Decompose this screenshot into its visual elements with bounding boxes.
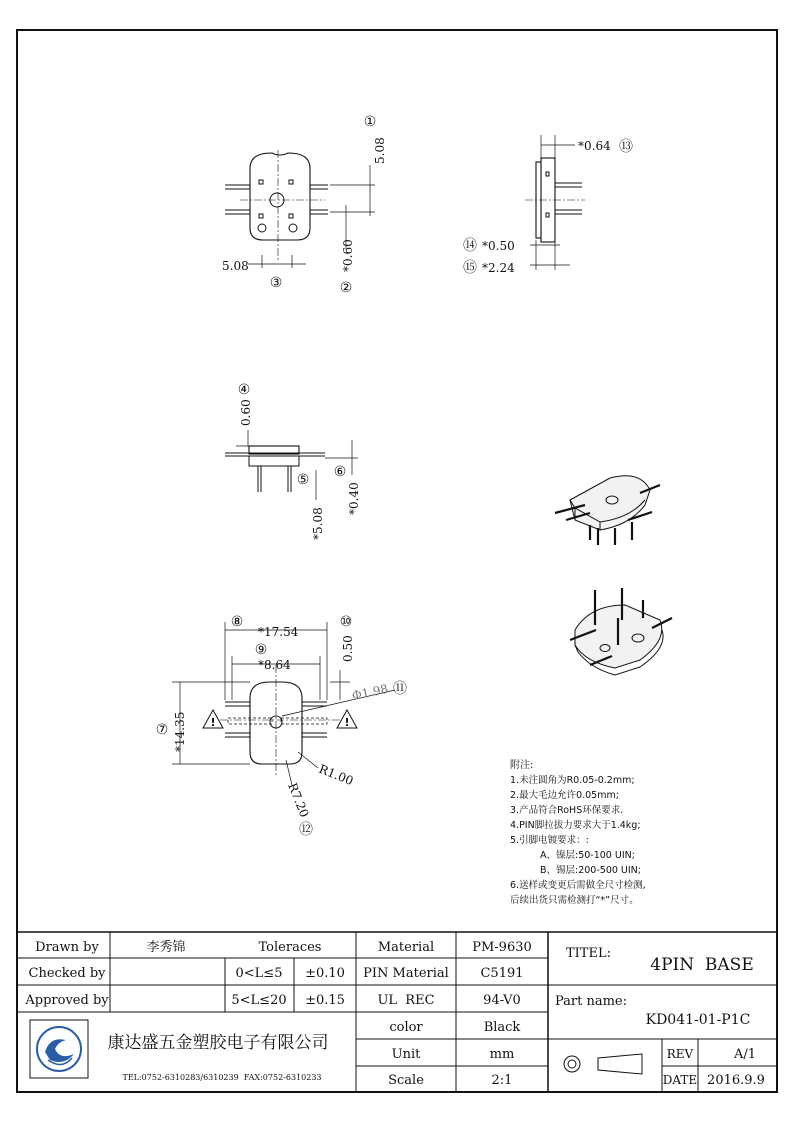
balloon-9: ⑨ bbox=[254, 642, 268, 658]
balloon-8: ⑧ bbox=[230, 614, 244, 630]
warning-icon-left-mark: ! bbox=[210, 716, 216, 729]
iso-view-bottom bbox=[570, 588, 672, 675]
balloon-5: ⑤ bbox=[296, 472, 310, 488]
notes-heading: 附注: bbox=[510, 760, 534, 771]
balloon-12: ⑫ bbox=[299, 822, 313, 838]
note-line: 1.未注圆角为R0.05-0.2mm; bbox=[510, 775, 635, 786]
pin-material-label: PIN Material bbox=[363, 966, 449, 981]
front-dim-pin-len: *5.08 bbox=[311, 507, 325, 540]
side-dim-pin-thick: *0.64 bbox=[578, 139, 611, 153]
scale-value: 2:1 bbox=[491, 1073, 513, 1088]
note-line: 5.引脚电镀要求：: bbox=[510, 835, 589, 846]
material-label: Material bbox=[377, 940, 435, 955]
tol-value-1: ±0.10 bbox=[305, 966, 345, 981]
side-dim-step: *0.50 bbox=[482, 239, 515, 253]
bottom-dim-r1: R1.00 bbox=[316, 761, 356, 789]
note-line: B、锡层:200-500 UIN; bbox=[540, 865, 641, 876]
front-dim-top: 0.60 bbox=[239, 399, 253, 426]
tolerances-label: Toleraces bbox=[258, 940, 322, 955]
drawn-by-label: Drawn by bbox=[35, 940, 99, 955]
date-label: DATE bbox=[662, 1073, 698, 1087]
bottom-dim-body: *8.64 bbox=[258, 658, 291, 672]
side-view bbox=[525, 135, 585, 270]
titel-label: TITEL: bbox=[566, 946, 611, 961]
material-value: PM-9630 bbox=[472, 940, 532, 955]
tol-range-1: 0<L≤5 bbox=[235, 966, 283, 981]
date-value: 2016.9.9 bbox=[707, 1073, 765, 1088]
rev-label: REV bbox=[666, 1047, 694, 1061]
bottom-dim-gap: 0.50 bbox=[341, 635, 355, 662]
titel-value: 4PIN BASE bbox=[650, 955, 754, 975]
top-dim-pin-width: *0.60 bbox=[341, 239, 355, 272]
balloon-11: ⑪ bbox=[393, 681, 407, 697]
top-dim-pitch-h: 5.08 bbox=[222, 259, 249, 273]
bottom-dim-hole: Φ1.98 bbox=[350, 681, 390, 703]
balloon-13: ⑬ bbox=[619, 139, 633, 155]
unit-value: mm bbox=[489, 1047, 515, 1062]
note-line: 2.最大毛边允许0.05mm; bbox=[510, 790, 619, 801]
part-name-label: Part name: bbox=[555, 994, 628, 1009]
approved-by-label: Approved by bbox=[25, 993, 109, 1008]
drawn-by-value: 李秀锦 bbox=[146, 940, 186, 955]
balloon-10: ⑩ bbox=[339, 614, 353, 630]
scale-label: Scale bbox=[388, 1073, 424, 1088]
balloon-6: ⑥ bbox=[333, 464, 347, 480]
top-view-body bbox=[250, 153, 310, 240]
balloon-4: ④ bbox=[237, 382, 251, 398]
top-dim-pitch-v: 5.08 bbox=[373, 137, 387, 164]
balloon-7: ⑦ bbox=[155, 722, 169, 738]
company-name: 康达盛五金塑胶电子有限公司 bbox=[107, 1033, 329, 1053]
swirl-logo-icon bbox=[37, 1027, 81, 1071]
bottom-dim-height: *14.35 bbox=[173, 711, 187, 752]
ul-label: UL REC bbox=[377, 993, 435, 1008]
balloon-14: ⑭ bbox=[463, 238, 477, 254]
ul-value: 94-V0 bbox=[483, 993, 521, 1008]
balloon-15: ⑮ bbox=[463, 260, 477, 276]
unit-label: Unit bbox=[391, 1047, 421, 1062]
tol-range-2: 5<L≤20 bbox=[231, 993, 287, 1008]
note-line: 3.产品符合RoHS环保要求. bbox=[510, 805, 624, 816]
balloon-3: ③ bbox=[269, 275, 283, 291]
note-line: 后续出货只需检测打“*”尺寸。 bbox=[510, 895, 639, 906]
tol-value-2: ±0.15 bbox=[305, 993, 345, 1008]
bottom-dim-r2: R7.20 bbox=[285, 780, 312, 820]
color-label: color bbox=[389, 1020, 423, 1035]
side-dim-depth: *2.24 bbox=[482, 261, 515, 275]
part-name-value: KD041-01-P1C bbox=[645, 1012, 751, 1028]
bottom-view bbox=[172, 622, 395, 785]
notes-block bbox=[510, 758, 646, 906]
color-value: Black bbox=[483, 1020, 521, 1035]
note-line: 6.送样或变更后需做全尺寸检测, bbox=[510, 880, 646, 891]
checked-by-label: Checked by bbox=[28, 966, 106, 981]
balloon-2: ② bbox=[339, 280, 353, 296]
note-line: A、镍层:50-100 UIN; bbox=[540, 850, 635, 861]
company-contact: TEL:0752-6310283/6310239 FAX:0752-6310233 bbox=[122, 1073, 322, 1082]
note-line: 4.PIN脚拉拔力要求大于1.4kg; bbox=[510, 820, 641, 831]
bottom-dim-overall: *17.54 bbox=[258, 625, 299, 639]
iso-view-top bbox=[555, 476, 660, 545]
warning-icon-right-mark: ! bbox=[344, 716, 350, 729]
pin-material-value: C5191 bbox=[480, 966, 524, 981]
rev-value: A/1 bbox=[733, 1047, 757, 1062]
first-angle-projection-icon bbox=[564, 1054, 642, 1074]
balloon-1: ① bbox=[363, 114, 377, 130]
front-dim-pin-dia: *0.40 bbox=[347, 482, 361, 515]
